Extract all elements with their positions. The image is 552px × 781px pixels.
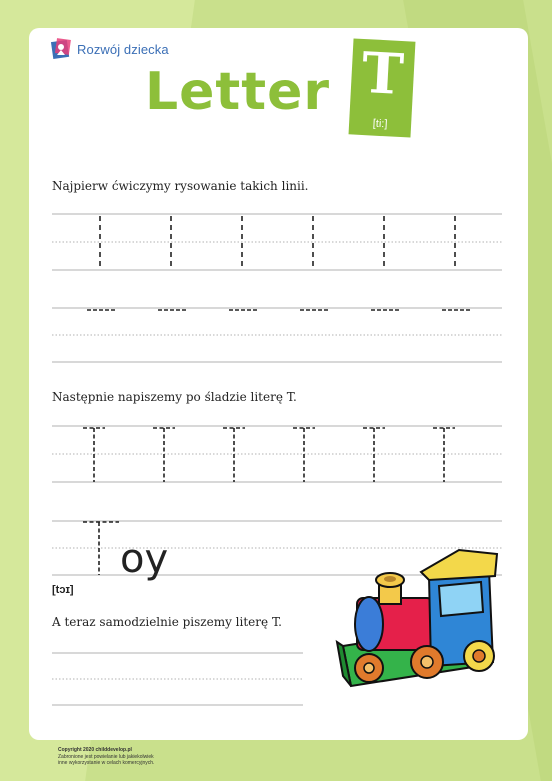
practice-row-vertical xyxy=(52,214,502,270)
letter-glyph: T xyxy=(360,39,406,109)
word-rest: oy xyxy=(120,536,169,582)
word-letter-t xyxy=(83,522,119,575)
instruction-third: A teraz samodzielnie piszemy literę T. xyxy=(52,615,282,629)
letter-phonetic: [ti:] xyxy=(372,117,388,131)
trace-row xyxy=(52,426,502,482)
worksheet-card xyxy=(29,28,528,740)
word-phonetic: [tɔɪ] xyxy=(52,584,74,596)
footer-copyright: Copyright 2020 childdevelop.pl xyxy=(58,747,132,753)
vertical-dash-strokes xyxy=(100,216,455,270)
instruction-second: Następnie napiszemy po śladzie literę T. xyxy=(52,390,297,404)
trace-letter-t xyxy=(83,428,455,482)
brand-name: Rozwój dziecka xyxy=(77,41,169,57)
practice-row-horizontal xyxy=(52,308,502,362)
instruction-first: Najpierw ćwiczymy rysowanie takich linii. xyxy=(52,179,309,193)
page-title: Letter xyxy=(145,62,331,122)
free-write-row xyxy=(52,653,303,705)
footer-line2: Zabronione jest powielanie lub jakiekolwiek xyxy=(58,753,154,760)
toy-train-illustration xyxy=(329,546,499,696)
copyright-footer xyxy=(58,747,154,767)
footer-line3: inne wykorzystanie w celach komercyjnych. xyxy=(58,760,155,766)
